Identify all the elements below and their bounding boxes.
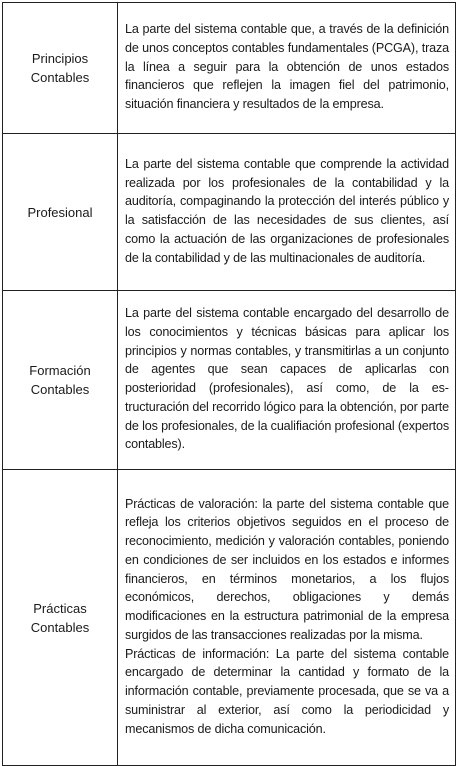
table-row [3, 291, 456, 470]
definition-paragraph: Prácticas de información: La parte del sistema contable encargado de determinar la cantidad y formato de la información contable, previamente procesada, que se va a suministrar al exterior, así como la periodicidad y mecanismos de dicha comunicación. [125, 646, 449, 736]
definition-cell [118, 470, 456, 766]
definition-paragraph: La parte del sistema contable que comprende la actividad realizada por los profesionales de la contabilidad y la auditoría, compaginando la protección del interés público y la satisfacción de las necesidades de sus clientes, así como la actuación de las organizaciones de profesionales de la contabilidad y de las multinacionales de auditoría. [125, 156, 449, 265]
definition-cell [118, 291, 456, 470]
term-cell: Formación Contables [3, 291, 118, 470]
definition-paragraph: La parte del sistema contable encargado del desarrollo de los conocimientos y técnicas básicas para aplicar los principios y normas contables, y transmitirlas a un conjunto de agentes que sean capaces de aplicarlas con posterioridad (profesionales), así como, de la estructuración del recorrido lógico para la obtención, por parte de los profesionales, de la cualifiación profesional (expertos contables). [125, 306, 449, 452]
table-row [3, 470, 456, 766]
definition-cell [118, 134, 456, 291]
term-cell: Prácticas Contables [3, 470, 118, 766]
concepts-table [2, 2, 456, 766]
definition-paragraph: Prácticas de valoración: la parte del sistema contable que refleja los criterios objetivos seguidos en el proceso de reconocimiento, medición y valoración contables, poniendo en condiciones de ser incluidos en los estados e informes financieros, en términos monetarios, a los flujos económicos, derechos, obligaciones y demás modificaciones en la estructura patrimonial de la empresa surgidos de las transacciones realizadas por la misma. [125, 496, 449, 642]
definition-cell [118, 3, 456, 134]
term-cell: Principios Contables [3, 3, 118, 134]
term-cell: Profesional [3, 134, 118, 291]
definition-paragraph: La parte del sistema contable que, a través de la definición de unos conceptos contables fundamentales (PCGA), traza la línea a seguir para la obtención de unos estados financieros que reflejen la imagen fiel del patrimonio, situación financiera y resultados de la empresa. [125, 22, 449, 112]
table-row [3, 134, 456, 291]
table-row [3, 3, 456, 134]
